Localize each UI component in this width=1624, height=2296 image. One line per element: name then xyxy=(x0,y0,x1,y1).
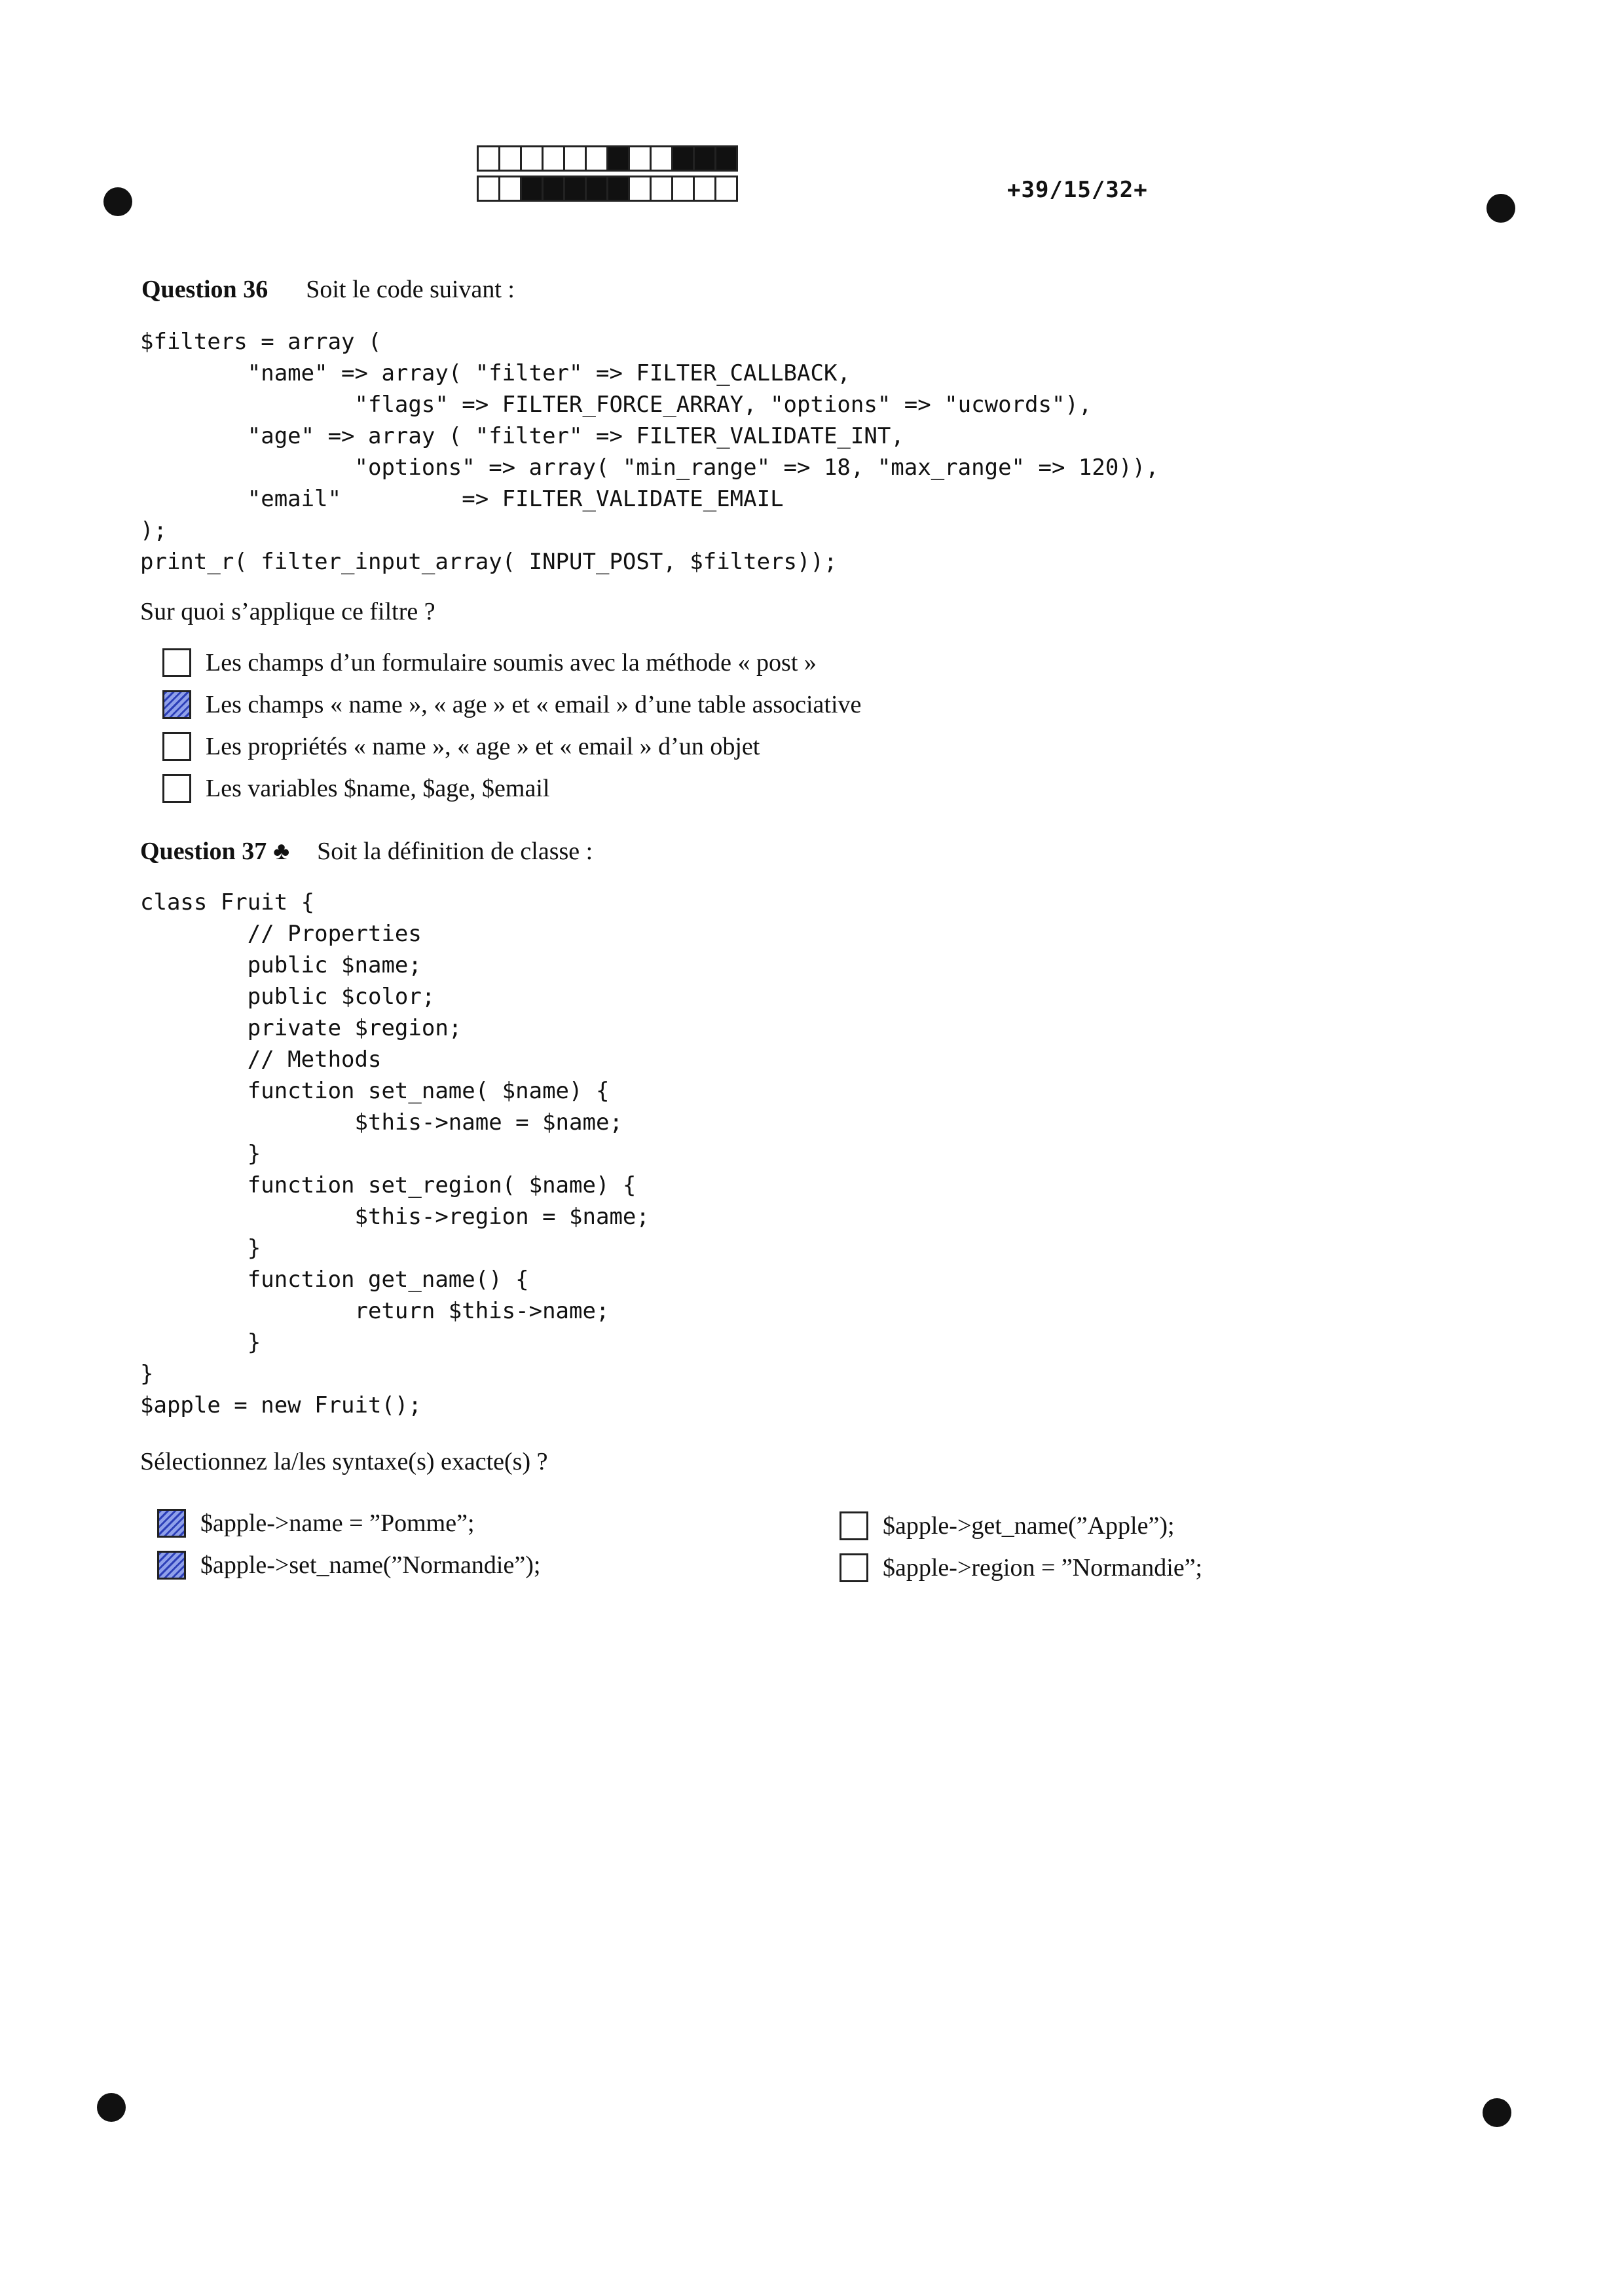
checkbox[interactable] xyxy=(157,1509,186,1538)
answer-label: Les variables $name, $age, $email xyxy=(206,775,550,802)
answer-option[interactable] xyxy=(840,1511,1175,1540)
checkbox[interactable] xyxy=(162,732,191,761)
question-prompt: Sélectionnez la/les syntaxe(s) exacte(s) ? xyxy=(140,1448,548,1475)
answer-option[interactable] xyxy=(162,774,549,803)
barcode-cell xyxy=(542,176,565,202)
question-number: Question 37 xyxy=(140,838,267,865)
page-id: +39/15/32+ xyxy=(1007,177,1148,203)
barcode-cell xyxy=(714,176,738,202)
registration-mark-top-right xyxy=(1486,194,1515,223)
code-block-q36: $filters = array ( "name" => array( "filter" => FILTER_CALLBACK, "flags" => FILTER_FORCE_ARRAY, "options" => "ucwords"), "age" => array ( "filter" => FILTER_VALIDATE_INT, "options" => array( "min_range" => 18, "max_range" => 120)), "email" => FILTER_VALIDATE_EMAIL ); print_r( filter_input_array( INPUT_POST, $filters)); xyxy=(140,329,1159,575)
answer-label: $apple->get_name(”Apple”); xyxy=(883,1512,1175,1540)
club-icon: ♣ xyxy=(273,838,290,865)
question-intro: Soit le code suivant : xyxy=(306,276,515,303)
registration-mark-top-left xyxy=(103,187,132,216)
barcode-cell xyxy=(542,145,565,172)
barcode-cell xyxy=(628,145,652,172)
barcode-cell xyxy=(606,145,630,172)
barcode-cell xyxy=(498,145,522,172)
question-intro: Soit la définition de classe : xyxy=(317,838,593,865)
question-prompt: Sur quoi s’applique ce filtre ? xyxy=(140,598,435,625)
barcode-cell xyxy=(585,176,608,202)
checkbox[interactable] xyxy=(157,1551,186,1580)
answer-label: $apple->region = ”Normandie”; xyxy=(883,1554,1203,1582)
barcode-cell xyxy=(671,145,695,172)
barcode-cell xyxy=(650,145,673,172)
barcode-row-1 xyxy=(477,145,736,172)
answer-option[interactable] xyxy=(162,690,861,719)
answer-option[interactable] xyxy=(840,1553,1202,1582)
answer-label: $apple->name = ”Pomme”; xyxy=(200,1509,475,1537)
barcode-cell xyxy=(563,176,587,202)
barcode-cell xyxy=(477,145,500,172)
answer-option[interactable] xyxy=(157,1551,540,1580)
answer-option[interactable] xyxy=(157,1509,475,1538)
question-number: Question 36 xyxy=(141,276,268,303)
answer-label: $apple->set_name(”Normandie”); xyxy=(200,1551,541,1579)
registration-mark-bottom-left xyxy=(97,2093,126,2122)
answer-option[interactable] xyxy=(162,732,760,761)
barcode-cell xyxy=(693,176,716,202)
code-block-q37: class Fruit { // Properties public $name; public $color; private $region; // Methods function set_name( $name) { $this->name = $name; } function set_region( $name) { $this->region = $name; } function get_name() { return $this->name; } } $apple = new Fruit(); xyxy=(140,889,650,1418)
barcode-cell xyxy=(606,176,630,202)
question-37-header xyxy=(140,837,593,866)
checkbox[interactable] xyxy=(840,1553,868,1582)
barcode-cell xyxy=(628,176,652,202)
barcode-cell xyxy=(650,176,673,202)
checkbox[interactable] xyxy=(162,774,191,803)
answer-option[interactable] xyxy=(162,648,817,677)
barcode-cell xyxy=(520,176,544,202)
question-36-header xyxy=(141,275,515,304)
barcode-cell xyxy=(498,176,522,202)
checkbox[interactable] xyxy=(840,1511,868,1540)
answer-label: Les propriétés « name », « age » et « email » d’un objet xyxy=(206,733,760,760)
barcode-row-2 xyxy=(477,176,736,202)
barcode-cell xyxy=(585,145,608,172)
barcode-cell xyxy=(563,145,587,172)
answer-label: Les champs d’un formulaire soumis avec la méthode « post » xyxy=(206,649,817,676)
checkbox[interactable] xyxy=(162,648,191,677)
barcode-cell xyxy=(477,176,500,202)
barcode-cell xyxy=(671,176,695,202)
barcode-cell xyxy=(714,145,738,172)
checkbox[interactable] xyxy=(162,690,191,719)
barcode-cell xyxy=(693,145,716,172)
answer-label: Les champs « name », « age » et « email » d’une table associative xyxy=(206,691,862,718)
barcode-cell xyxy=(520,145,544,172)
registration-mark-bottom-right xyxy=(1483,2098,1511,2127)
